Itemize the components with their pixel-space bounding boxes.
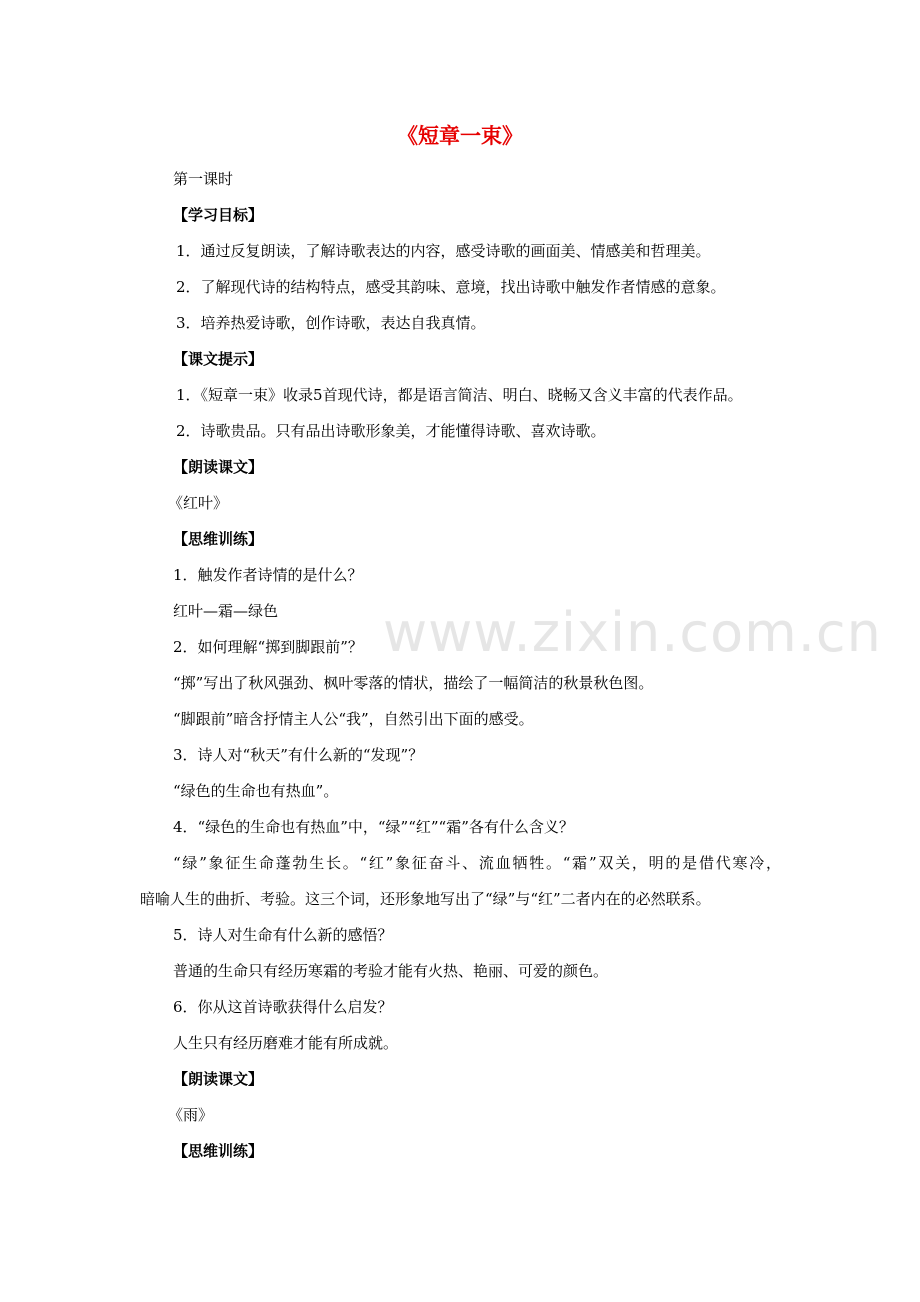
- goal-item: 2．了解现代诗的结构特点，感受其韵味、意境，找出诗歌中触发作者情感的意象。: [176, 278, 726, 296]
- poem-title: 《红叶》: [168, 494, 229, 512]
- tip-item: 2．诗歌贵品。只有品出诗歌形象美，才能懂得诗歌、喜欢诗歌。: [176, 422, 606, 440]
- goal-item: 1．通过反复朗读，了解诗歌表达的内容，感受诗歌的画面美、情感美和哲理美。: [176, 242, 711, 260]
- lesson-label: 第一课时: [173, 170, 234, 188]
- question-item: 2．如何理解“掷到脚跟前”？: [173, 638, 363, 656]
- question-item: 5．诗人对生命有什么新的感悟？: [173, 926, 393, 944]
- reading-heading: 【朗读课文】: [173, 1070, 264, 1088]
- training-heading: 【思维训练】: [173, 530, 264, 548]
- answer-item: “绿色的生命也有热血”。: [173, 782, 339, 800]
- goal-item: 3．培养热爱诗歌，创作诗歌，表达自我真情。: [176, 314, 486, 332]
- answer-item: “脚跟前”暗含抒情主人公“我”，自然引出下面的感受。: [173, 710, 534, 728]
- question-item: 1．触发作者诗情的是什么？: [173, 566, 363, 584]
- answer-item: “掷”写出了秋风强劲、枫叶零落的情状，描绘了一幅简洁的秋景秋色图。: [173, 674, 654, 692]
- tips-heading: 【课文提示】: [173, 350, 264, 368]
- training-heading: 【思维训练】: [173, 1142, 264, 1160]
- question-item: 3．诗人对“秋天”有什么新的“发现”？: [173, 746, 424, 764]
- goals-heading: 【学习目标】: [173, 206, 264, 224]
- answer-item: 暗喻人生的曲折、考验。这三个词，还形象地写出了“绿”与“红”二者内在的必然联系。: [140, 890, 711, 908]
- page-title: 《短章一束》: [397, 124, 523, 148]
- poem-title: 《雨》: [168, 1106, 214, 1124]
- watermark: www.zixin.com.cn: [383, 601, 882, 664]
- question-item: 6．你从这首诗歌获得什么启发？: [173, 998, 393, 1016]
- question-item: 4．“绿色的生命也有热血”中，“绿”“红”“霜”各有什么含义？: [173, 818, 574, 836]
- answer-item: 人生只有经历磨难才能有所成就。: [173, 1034, 399, 1052]
- reading-heading: 【朗读课文】: [173, 458, 264, 476]
- answer-item: 红叶—霜—绿色: [173, 602, 279, 620]
- answer-item: “绿”象征生命蓬勃生长。“红”象征奋斗、流血牺牲。“霜”双关，明的是借代寒冷，: [173, 854, 781, 872]
- tip-item: 1．《短章一束》收录5首现代诗，都是语言简洁、明白、晓畅又含义丰富的代表作品。: [176, 386, 743, 404]
- answer-item: 普通的生命只有经历寒霜的考验才能有火热、艳丽、可爱的颜色。: [173, 962, 609, 980]
